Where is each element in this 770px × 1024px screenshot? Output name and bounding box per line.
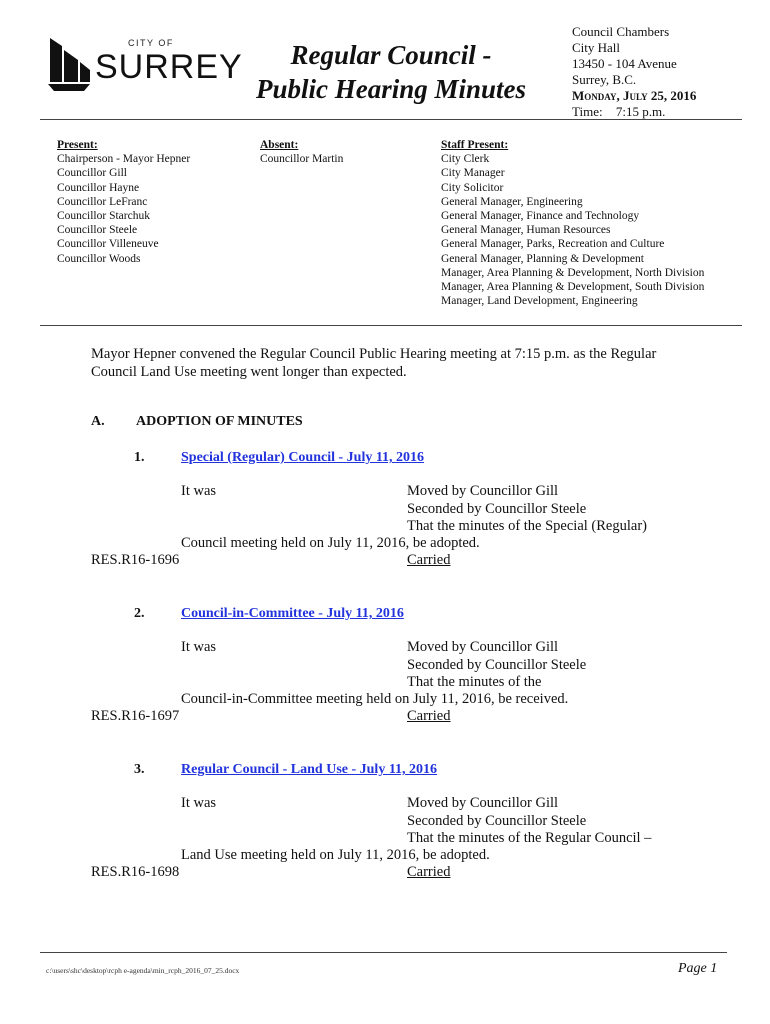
resolution-number: RES.R16-1697: [91, 708, 180, 724]
it-was-label: It was: [181, 795, 217, 811]
title-line-2: Public Hearing Minutes: [255, 74, 527, 104]
staff-member: Manager, Land Development, Engineering: [441, 295, 638, 308]
present-member: Chairperson - Mayor Hepner: [57, 153, 191, 166]
meeting-location: [572, 24, 696, 120]
moved-by: Moved by Councillor Gill: [407, 795, 559, 811]
time-value: 7:15 p.m.: [615, 104, 666, 119]
it-was-label: It was: [181, 483, 217, 499]
motion-text: [407, 483, 647, 536]
motion-continuation: Council-in-Committee meeting held on July 11, 2016, be received.: [181, 691, 569, 707]
file-path: c:\users\shc\desktop\rcph e-agenda\min_rcph_2016_07_25.docx: [46, 966, 240, 975]
item-link-special-council[interactable]: Special (Regular) Council - July 11, 2016: [181, 450, 425, 465]
intro-paragraph: [91, 345, 691, 381]
staff-member: City Manager: [441, 167, 505, 180]
it-was-label: It was: [181, 639, 217, 655]
present-member: Councillor Villeneuve: [57, 238, 159, 251]
staff-member: General Manager, Engineering: [441, 195, 583, 208]
location-line: Surrey, B.C.: [572, 72, 637, 87]
motion-continuation: Council meeting held on July 11, 2016, be adopted.: [181, 535, 480, 551]
seconded-by: Seconded by Councillor Steele: [407, 812, 587, 829]
absent-member: Councillor Martin: [260, 153, 344, 166]
staff-member: General Manager, Planning & Development: [441, 252, 644, 265]
intro-line-1: Mayor Hepner convened the Regular Council Public Hearing meeting at 7:15 p.m. as the Regular: [91, 346, 657, 362]
section-title: ADOPTION OF MINUTES: [136, 414, 303, 429]
staff-member: City Solicitor: [441, 181, 504, 194]
present-heading: Present:: [57, 139, 98, 151]
city-of-surrey-logo: [48, 36, 243, 92]
motion-that: That the minutes of the Special (Regular): [407, 518, 647, 534]
page-number: Page 1: [678, 961, 718, 976]
motion-that: That the minutes of the Regular Council –: [407, 830, 652, 846]
item-number: 3.: [134, 762, 145, 777]
absent-list: [260, 138, 343, 166]
header-divider: [40, 119, 742, 120]
location-line: City Hall: [572, 40, 621, 55]
moved-by: Moved by Councillor Gill: [407, 639, 559, 655]
item-number: 2.: [134, 606, 145, 621]
staff-member: Manager, Area Planning & Development, North Division: [441, 266, 705, 279]
intro-line-2: Council Land Use meeting went longer than expected.: [91, 364, 407, 380]
staff-member: General Manager, Human Resources: [441, 224, 611, 237]
staff-member: Manager, Area Planning & Development, South Division: [441, 281, 705, 294]
resolution-number: RES.R16-1696: [91, 552, 180, 568]
motion-continuation: Land Use meeting held on July 11, 2016, be adopted.: [181, 847, 490, 863]
seconded-by: Seconded by Councillor Steele: [407, 500, 587, 517]
present-member: Councillor Steele: [57, 224, 138, 237]
seconded-by: Seconded by Councillor Steele: [407, 656, 587, 673]
location-line: Council Chambers: [572, 24, 670, 39]
attendance-divider: [40, 325, 742, 326]
logo-city-of: CITY OF: [128, 38, 174, 48]
motion-result: Carried: [407, 864, 451, 880]
meeting-time: [572, 104, 696, 120]
item-link-council-in-committee[interactable]: Council-in-Committee - July 11, 2016: [181, 606, 404, 621]
staff-member: General Manager, Parks, Recreation and Culture: [441, 238, 665, 251]
present-member: Councillor Starchuk: [57, 210, 150, 223]
staff-member: General Manager, Finance and Technology: [441, 210, 640, 223]
page-title: [236, 38, 546, 106]
staff-list: [441, 138, 704, 308]
time-label: Time:: [572, 104, 603, 119]
motion-result: Carried: [407, 552, 451, 568]
location-line: 13450 - 104 Avenue: [572, 56, 677, 71]
present-list: [57, 138, 190, 266]
absent-heading: Absent:: [260, 139, 299, 151]
present-member: Councillor Woods: [57, 252, 141, 265]
item-link-regular-council-land-use[interactable]: Regular Council - Land Use - July 11, 2016: [181, 762, 438, 777]
moved-by: Moved by Councillor Gill: [407, 483, 559, 499]
present-member: Councillor LeFranc: [57, 195, 148, 208]
motion-result: Carried: [407, 708, 451, 724]
motion-text: [407, 639, 586, 692]
staff-member: City Clerk: [441, 153, 490, 166]
motion-that: That the minutes of the: [407, 674, 542, 690]
item-number: 1.: [134, 450, 145, 465]
logo-surrey: SURREY: [95, 48, 243, 86]
motion-text: [407, 795, 651, 848]
resolution-number: RES.R16-1698: [91, 864, 180, 880]
present-member: Councillor Gill: [57, 167, 127, 180]
present-member: Councillor Hayne: [57, 181, 140, 194]
section-letter: A.: [91, 414, 105, 429]
meeting-date: Monday, July 25, 2016: [572, 88, 697, 103]
title-line-1: Regular Council -: [290, 40, 492, 70]
staff-heading: Staff Present:: [441, 139, 509, 151]
footer-divider: [40, 952, 727, 953]
